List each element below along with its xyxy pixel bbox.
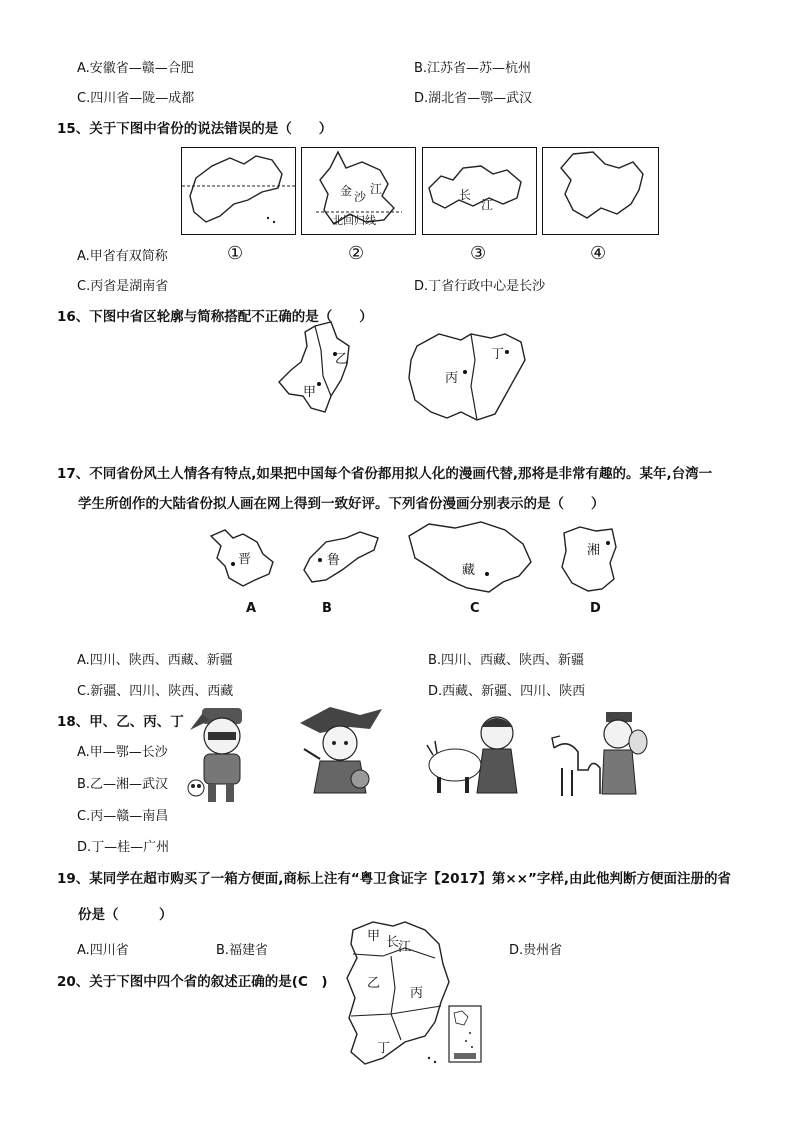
q15-option-d: D.丁省行政中心是长沙	[414, 279, 546, 294]
q15-number-2: ②	[348, 243, 365, 264]
q15-number-4: ④	[590, 243, 607, 264]
cartoon-character-3	[425, 705, 535, 803]
q17-label-zang: 藏	[462, 563, 476, 578]
q18-option-b: B.乙—湘—武汉	[77, 777, 169, 792]
q15-map2-label-jiang: 江	[370, 182, 383, 196]
q17-map-d	[558, 523, 620, 595]
q19-stem-line2: 份是（ ）	[78, 907, 173, 923]
q16-label-bing: 丙	[445, 371, 459, 386]
q20-south-china-sea-inset	[448, 1005, 482, 1063]
hubei-outline	[423, 148, 536, 234]
heilongjiang-outline	[543, 148, 658, 234]
q16-map-left	[275, 320, 375, 415]
q17-stem-line1: 17、不同省份风土人情各有特点,如果把中国每个省份都用拟人化的漫画代替,那将是非常有趣的。某年,台湾一	[57, 466, 713, 482]
q17-letter-c: C	[470, 601, 480, 616]
q14-option-b: B.江苏省—苏—杭州	[414, 61, 532, 76]
q17-label-lu: 鲁	[327, 553, 341, 568]
cartoon-character-4	[548, 708, 648, 803]
q15-number-3: ③	[470, 243, 487, 264]
q18-option-d: D.丁—桂—广州	[77, 840, 170, 855]
q17-option-d: D.西藏、新疆、四川、陕西	[428, 684, 586, 699]
cartoon-character-1	[180, 700, 270, 805]
q17-option-b: B.四川、西藏、陕西、新疆	[428, 653, 585, 668]
q17-label-jin: 晋	[238, 552, 252, 567]
cartoon-character-2	[290, 703, 390, 803]
q20-label-yi: 乙	[367, 976, 381, 991]
q17-map-c	[405, 518, 535, 598]
q15-stem: 15、关于下图中省份的说法错误的是（ ）	[57, 121, 333, 137]
q15-map3-label-jiang: 江	[481, 198, 494, 212]
q15-number-1: ①	[227, 243, 244, 264]
q20-stem: 20、关于下图中四个省的叙述正确的是(C )	[57, 974, 328, 990]
q17-letter-a: A	[246, 601, 257, 616]
q14-option-d: D.湖北省—鄂—武汉	[414, 91, 533, 106]
q19-stem-line1: 19、某同学在超市购买了一箱方便面,商标上注有“粤卫食证字【2017】第××”字样,由此他判断方便面注册的省	[57, 871, 731, 887]
q16-map-right	[405, 330, 530, 425]
q15-map-2	[301, 147, 416, 235]
q16-label-yi: 乙	[335, 352, 349, 367]
q19-option-b: B.福建省	[216, 943, 269, 958]
q15-map-4	[542, 147, 659, 235]
q17-letter-b: B	[322, 601, 332, 616]
q15-map2-label-jin: 金	[340, 184, 353, 198]
q15-map-3	[422, 147, 537, 235]
q16-stem: 16、下图中省区轮廓与简称搭配不正确的是（ ）	[57, 309, 373, 325]
q17-letter-d: D	[590, 601, 601, 616]
q18-option-a: A.甲—鄂—长沙	[77, 745, 168, 760]
q14-option-a: A.安徽省—赣—合肥	[77, 61, 194, 76]
q20-label-chang: 长	[386, 935, 400, 950]
q17-stem-line2: 学生所创作的大陆省份拟人画在网上得到一致好评。下列省份漫画分别表示的是（ ）	[78, 496, 605, 512]
q19-option-a: A.四川省	[77, 943, 129, 958]
q14-option-c: C.四川省—陇—成都	[77, 91, 195, 106]
q15-map2-tropic-label: 北回归线	[332, 214, 376, 227]
q15-map-1	[181, 147, 296, 235]
q20-label-bing: 丙	[410, 986, 424, 1001]
q16-label-ding: 丁	[491, 347, 505, 362]
q15-option-c: C.丙省是湖南省	[77, 279, 169, 294]
q20-label-jiang: 江	[398, 940, 412, 955]
q20-label-ding: 丁	[377, 1041, 391, 1056]
q18-option-c: C.丙—赣—南昌	[77, 809, 169, 824]
q20-label-jia: 甲	[367, 929, 381, 944]
q15-map3-label-chang: 长	[459, 188, 472, 202]
q17-label-xiang: 湘	[587, 543, 601, 558]
q16-label-jia: 甲	[303, 385, 317, 400]
q18-stem: 18、甲、乙、丙、丁	[57, 714, 184, 730]
q15-option-a: A.甲省有双简称	[77, 249, 168, 264]
guangdong-outline	[182, 148, 295, 234]
q19-option-d: D.贵州省	[509, 943, 563, 958]
q15-map2-label-sha: 沙	[354, 190, 367, 204]
q17-map-b	[300, 530, 382, 586]
q17-option-c: C.新疆、四川、陕西、西藏	[77, 684, 234, 699]
q17-option-a: A.四川、陕西、西藏、新疆	[77, 653, 233, 668]
